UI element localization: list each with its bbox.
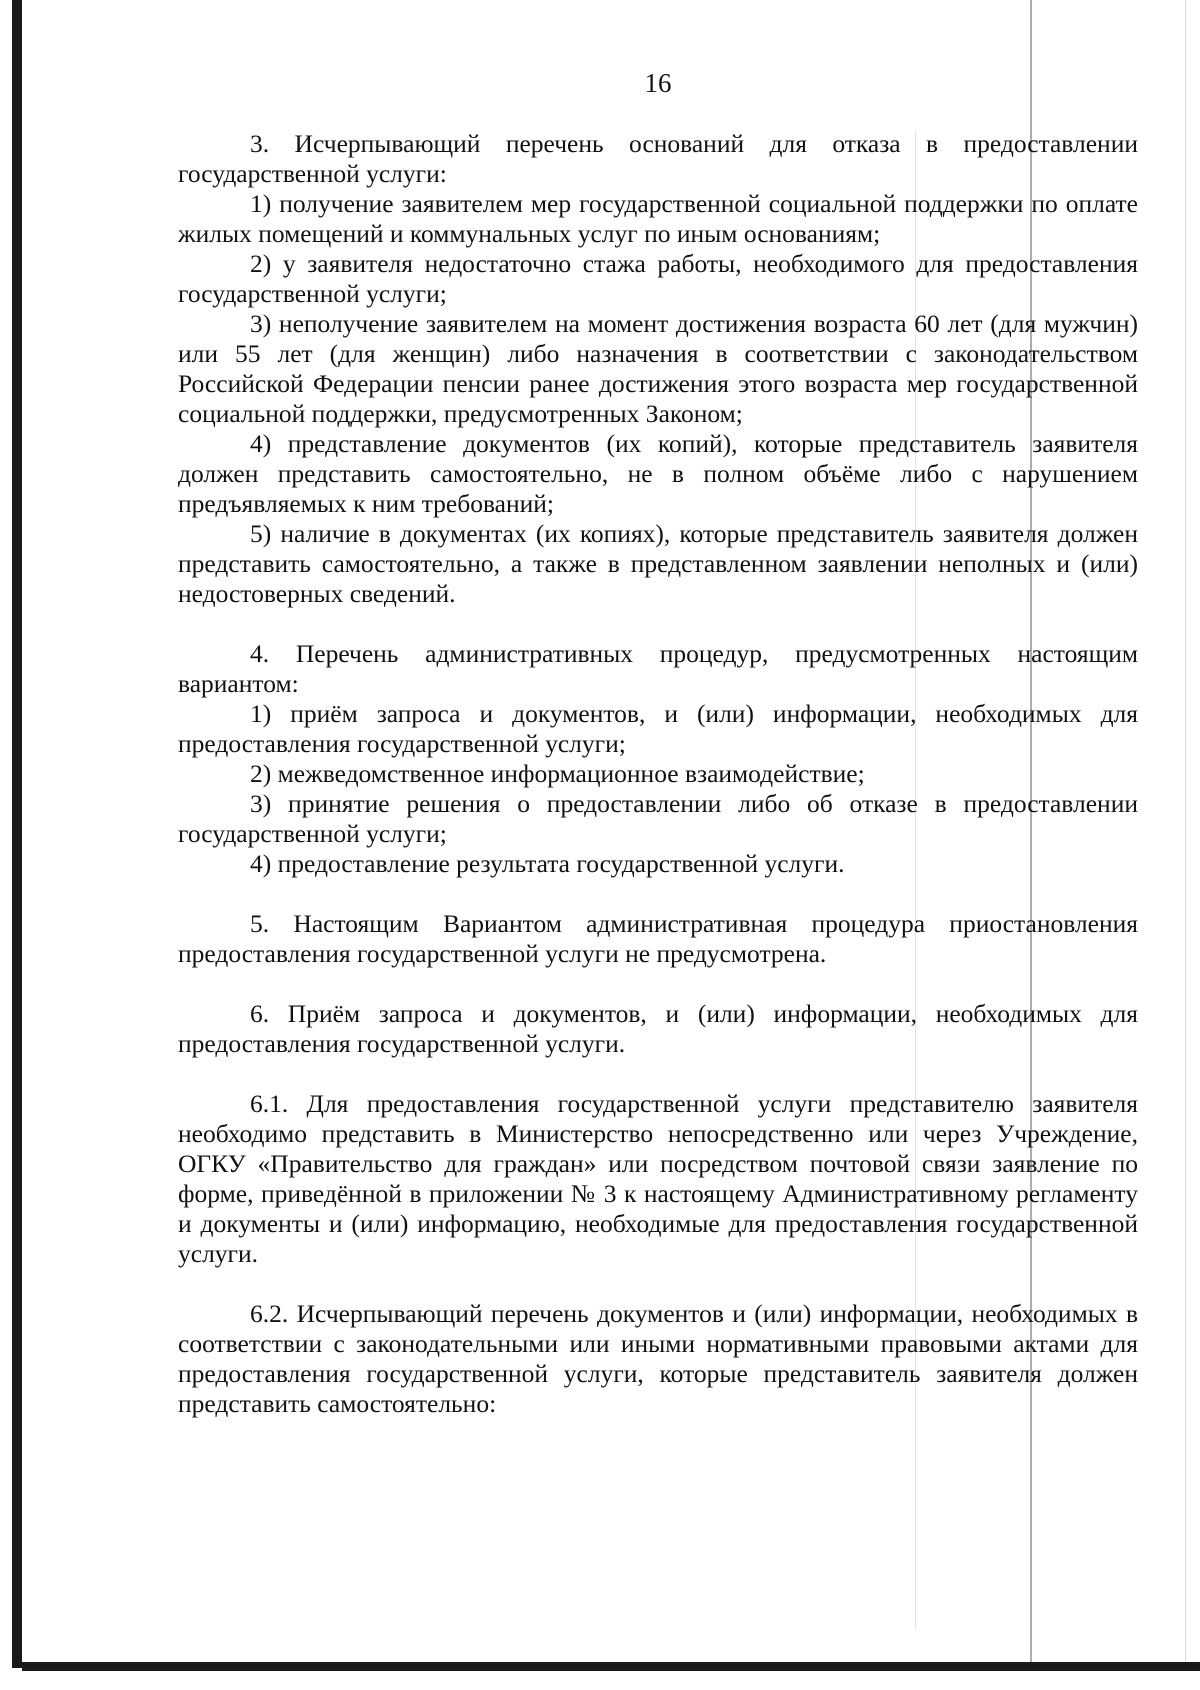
paragraph-request-intake: 6. Приём запроса и документов, и (или) информации, необходимых для предоставления государственной услуги. [178, 999, 1138, 1058]
paragraph-procedures: 4. Перечень административных процедур, предусмотренных настоящим вариантом: [178, 639, 1138, 698]
scan-line-artifact [1185, 0, 1186, 1662]
list-item: 3) неполучение заявителем на момент достижения возраста 60 лет (для мужчин) или 55 лет (для женщин) либо назначения в соответствии с законодательством Российской Федерации пенсии ранее достижения этого возраста мер государственной социальной поддержки, предусмотренных Законом; [178, 309, 1138, 428]
paragraph-6-2: 6.2. Исчерпывающий перечень документов и (или) информации, необходимых в соответствии с законодательными или иными нормативными правовыми актами для предоставления государственной услуги, которые представитель заявителя должен представить самостоятельно: [178, 1299, 1138, 1418]
list-item: 2) у заявителя недостаточно стажа работы, необходимого для предоставления государственной услуги; [178, 249, 1138, 308]
list-item: 3) принятие решения о предоставлении либо об отказе в предоставлении государственной услуги; [178, 789, 1138, 848]
scan-edge-bottom [22, 1662, 1200, 1671]
document-body [178, 129, 1138, 1419]
paragraph-suspension: 5. Настоящим Вариантом административная процедура приостановления предоставления государственной услуги не предусмотрена. [178, 909, 1138, 968]
paragraph-refusal-grounds: 3. Исчерпывающий перечень оснований для отказа в предоставлении государственной услуги: [178, 129, 1138, 188]
list-item: 1) получение заявителем мер государственной социальной поддержки по оплате жилых помещений и коммунальных услуг по иным основаниям; [178, 189, 1138, 248]
list-item: 5) наличие в документах (их копиях), которые представитель заявителя должен представить самостоятельно, а также в представленном заявлении неполных и (или) недостоверных сведений. [178, 519, 1138, 608]
list-item: 4) предоставление результата государственной услуги. [250, 849, 845, 878]
scan-edge-left [12, 0, 22, 1668]
list-item: 1) приём запроса и документов, и (или) информации, необходимых для предоставления государственной услуги; [178, 699, 1138, 758]
list-item: 4) представление документов (их копий), которые представитель заявителя должен представить самостоятельно, не в полном объёме либо с нарушением предъявляемых к ним требований; [178, 429, 1138, 518]
list-item: 2) межведомственное информационное взаимодействие; [250, 759, 865, 788]
paragraph-6-1: 6.1. Для предоставления государственной услуги представителю заявителя необходимо представить в Министерство непосредственно или через Учреждение, ОГКУ «Правительство для граждан» или посредством почтовой связи заявление по форме, приведённой в приложении № 3 к настоящему Административному регламенту и документы и (или) информацию, необходимые для предоставления государственной услуги. [178, 1089, 1138, 1268]
page-number: 16 [644, 68, 672, 98]
